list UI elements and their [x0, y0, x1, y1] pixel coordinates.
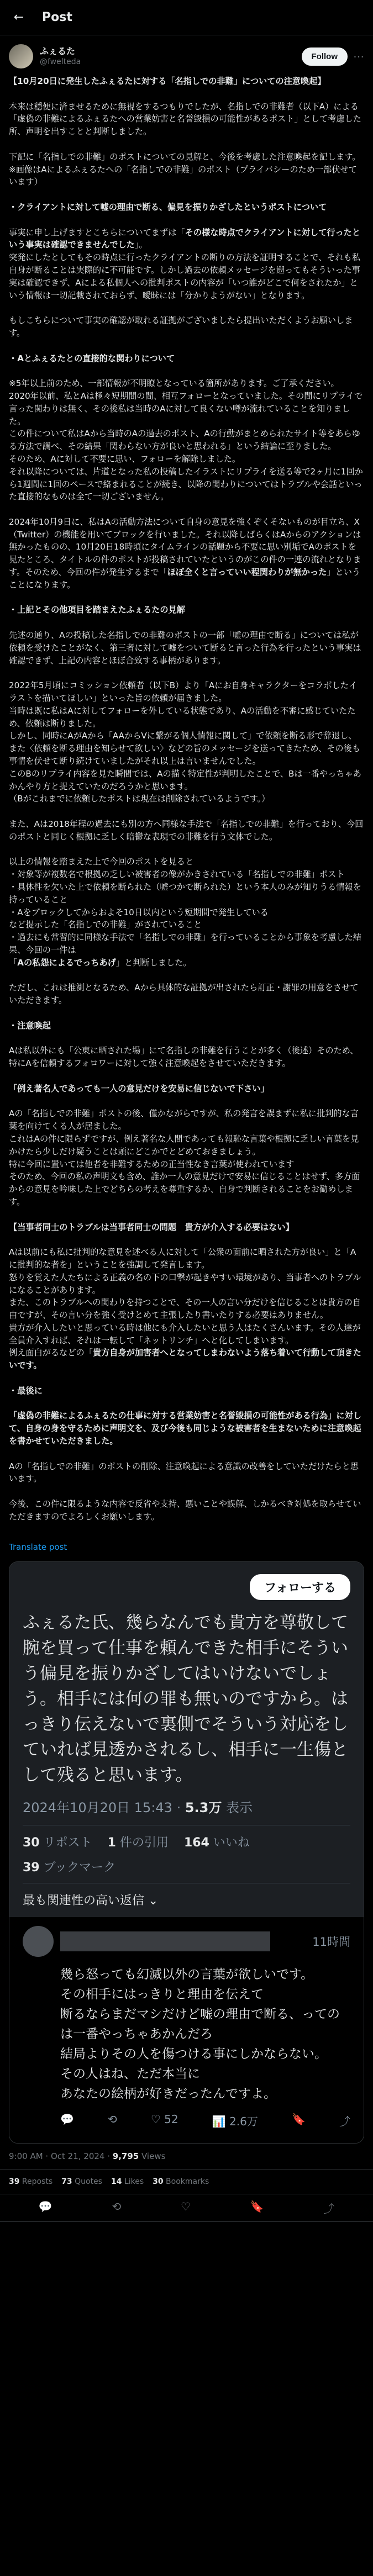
- post-paragraph: [9, 1044, 364, 1070]
- quoted-reply-bookmark-icon: 🔖: [291, 2113, 306, 2126]
- quoted-reply: [9, 1917, 364, 2143]
- post-paragraph-text: また、Aは2018年程の過去にも別の方へ同様な手法で「名指しでの非難」を行っており、今回のポストと同じく根拠に乏しく暗鬱な表現での非難を行う文体でした。: [9, 819, 364, 842]
- post-paragraph-text: 下記に「名指しでの非難」のポストについての見解と、今後を考慮した注意喚起を記します。 ※画像はAによるふぇるたへの「名指しでの非難」のポスト（プライバシーのため一部伏せています）: [9, 151, 361, 187]
- post-paragraph-text: 「虚偽の非難によるふぇるたの仕事に対する営業妨害と名誉毀損の可能性がある行為」に対して、自身の身を守るために声明文を、及び今後も同じような被害者を生まないために注意喚起を書かせていただきました。: [9, 1411, 361, 1447]
- post-paragraph-text: ・Aとふぇるたとの直接的な関わりについて: [9, 353, 175, 363]
- post-paragraph-segment: Aの私怨によるでっちあげ: [17, 957, 116, 968]
- quoted-reply-text: 幾ら怒っても幻滅以外の言葉が欲しいです。 その相手にはっきりと理由を伝えて 断るならまだマシだけど嘘の理由で断る、っての は一番やっちゃあかんだろ 結局よりその人を傷つける事にしかならない。 その人はね、ただ本当に あなたの絵柄が好きだったんですよ。: [60, 1967, 340, 2102]
- quoted-reply-views-icon: 📊 2.6万: [212, 2115, 258, 2129]
- post-views-label: Views: [139, 2151, 166, 2162]
- post-paragraph: [9, 1460, 364, 1486]
- attached-image[interactable]: [9, 1561, 364, 2144]
- post-paragraph: [9, 981, 364, 1007]
- author-meta: [40, 46, 302, 67]
- quoted-reply-time: 11時間: [312, 1935, 350, 1949]
- quoted-likes: [184, 1833, 250, 1850]
- post-paragraph-text: Aは私以外にも「公東に晒された場」にて名指しの非難を行うことが多く（後述）そのため、特にAを信頼するフォロワーに対して強く注意喚起をさせていただきます。: [9, 1046, 359, 1069]
- author-name[interactable]: ふぇるた: [40, 46, 76, 56]
- bookmarks-stat[interactable]: [153, 2177, 209, 2186]
- quoted-reply-actions: [60, 2113, 350, 2129]
- author-row: [0, 35, 373, 73]
- quoted-stats: [23, 1825, 350, 1875]
- post-paragraph-text: ・最後に: [9, 1385, 43, 1396]
- post-paragraph: [9, 377, 364, 503]
- quoted-views-label: 表示: [222, 1800, 253, 1816]
- post-paragraph: [9, 604, 364, 616]
- post-paragraph: [9, 1246, 364, 1372]
- post-paragraph-text: Aは以前にも私に批判的な意見を述べる人に対して「公衆の面前に晒された方が良い」と「Aに批判的な者を」ということを強調して発言します。 怒りを覚えた人たちによる正義の名の下の口撃が起きやすい環境があり、当事者へのトラブルになることがあります。 また、このトラブルへの関わりを持つことで、その一人の言い分だけを信じることは貴方の自由ですが、その言い分を強く受けとめて主張したり書いたりする必要はありません。 貴方が介入したいと思っている時は他にも介入したいと思う人はたくさんいます。その人達が全員介入すれば、それは一転して「ネットリンチ」へと化してしまいます。 例え面白がるなどの「: [9, 1247, 361, 1358]
- post-paragraph: [9, 818, 364, 843]
- quoted-reply-header: [23, 1926, 350, 1957]
- post-paragraph: [9, 314, 364, 340]
- quoted-header: [23, 1574, 350, 1600]
- post-paragraph-text: 今後、この件に限るような内容で反省や支持、悪いことや誤解、しかるべき対処を取らせていただきますのでよろしくお願いします。: [9, 1499, 361, 1522]
- post-paragraph-text: 2024年10月9日に、私はAの活動方法について自身の意見を強くぞくそないものが目立ち、X（Twitter）の機能を用いてブロックを行いました。それ以降しばらくはAからのアクションは無かったものの、10月20日18時頃にタイムラインの話題から不要に思い別垢でAのポストを見たところ、タイトルの件のポストが投稿されていたというのがこの件の一連の流れとなります。そのため、今回の件が発生するまで「: [9, 516, 361, 578]
- likes-count: 14: [111, 2177, 122, 2187]
- post-paragraph: [9, 1385, 364, 1397]
- author-handle[interactable]: @fwelteda: [40, 57, 81, 66]
- post-stats: [0, 2169, 373, 2194]
- reposts-count: 39: [9, 2177, 20, 2187]
- post-paragraph: [9, 1083, 364, 1095]
- post-paragraph-text: 以上の情報を踏まえた上で今回のポストを見ると ・対象等が複数名で根拠の乏しい被害者の像がかきされている「名指しでの非難」ポスト ・具体性を欠いた上で依頼を断られた（嘘つかで断られた）という本人のみが知りうる情報を持っていること ・Aをブロックしてからおよそ10日以内という短期間で発生している など提示した「名指しでの非難」がされていること ・過去にも常習的に同様な手法で「名指しでの非難」を行っていることから事象を考慮した結果、今回の一件は 「: [9, 857, 361, 968]
- post-paragraph-text: Aの「名指しでの非難」ポストの後、僅かながらですが、私の発言を誤まずに私に批判的な言葉を向けてくる人が居ました。 これはAの件に限らずですが、例え著名な人間であっても報恥な言葉や根拠に乏しい言葉を見かけたら少しだけ疑うことは頭にどこかでとどめておきましょう。 特に今回に置いては他者を非難するための正当性なき言葉が使われています そのため、今回の私の声明文も含め、誰か一人の意見だけで安易に信じることはせず、多方面からの意見を吟味した上でどちらの考えを尊重するか、自身で判断されることをお勧めします。: [9, 1108, 360, 1207]
- redacted-avatar: [23, 1926, 54, 1957]
- page-title: Post: [42, 10, 72, 24]
- post-views: 9,795: [112, 2151, 139, 2162]
- quoted-quotes-label: 件の引用: [115, 1836, 169, 1850]
- quoted-related-replies: 最も関連性の高い返信 ⌄: [23, 1883, 350, 1908]
- quoted-bookmarks-label: ブックマーク: [39, 1861, 116, 1875]
- post-paragraph-text: 先述の通り、Aの投稿した名指しでの非難のポストの一部「嘘の理由で断る」については私が依頼を受けたことがなく、第三者に対して嘘をついて断ると言った行為を行ったという事実は確認できず、上記の内容とほぼ合致する事柄があります。: [9, 630, 361, 666]
- post-paragraph-text: ※5年以上前のため、一部情報が不明瞭となっている箇所があります。ご了承ください。 2020年以前、私とAは極々短期間の間、相互フォローとなっていました。その間にリプライで言った関わりは無く、その後私は当時のAに対して良くない噂が流れていることを知りました。 この件について私はAから当時のAの過去のポスト、Aの行動がまとめられたサイト等をあらゆる方法で調べ、その結果「関わらない方が良いと思われる」という結論に至りました。 そのため、Aに対して不要に思い、フォローを解除しました。 それ以降については、片道となった私の投稿したイラストにリプライを送る等で2ヶ月に1回から1週間に1回のペースで絡まれることが続き、以降の関わりについてはトラブルや会話といった直接的なものは全て一切ございません。: [9, 378, 363, 502]
- post-paragraph-text: ただし、これは推測となるため、Aから具体的な証拠が出されたら訂正・謝罪の用意をさせていただきます。: [9, 983, 359, 1006]
- share-icon[interactable]: ⤴: [323, 2202, 335, 2216]
- post-meta: [0, 2144, 373, 2169]
- post-timestamp[interactable]: 9:00 AM · Oct 21, 2024 ·: [9, 2151, 113, 2162]
- post-paragraph: [9, 1498, 364, 1523]
- quoted-quotes-count: 1: [107, 1836, 116, 1850]
- quoted-reposts-label: リポスト: [39, 1836, 92, 1850]
- post-paragraph: [9, 101, 364, 138]
- quoted-bookmarks-count: 39: [23, 1861, 40, 1875]
- post-paragraph-text: ・注意喚起: [9, 1020, 51, 1031]
- likes-stat[interactable]: [111, 2177, 144, 2186]
- quotes-label: Quotes: [72, 2177, 102, 2187]
- avatar[interactable]: [9, 44, 33, 68]
- bookmarks-label: Bookmarks: [163, 2177, 209, 2187]
- post-paragraph: [9, 629, 364, 667]
- post-paragraph-segment: 」ということになります。: [9, 567, 361, 590]
- post-paragraph-text: もしこちらについて事実の確認が取れる証拠がございましたら提出いただくようお願いします。: [9, 315, 353, 338]
- quoted-likes-label: いいね: [209, 1836, 250, 1850]
- quoted-text: ふぇるた氏、幾らなんでも貴方を尊敬して腕を買って仕事を頼んできた相手にそういう偏見を振りかざしてはいけないでしょう。相手には何の罪も無いのですから。はっきり伝えないで裏側でそういう対応をしていれば見透かされるし、相手に一生傷として残ると思います。: [23, 1613, 348, 1786]
- post-paragraph-text: ・クライアントに対して嘘の理由で断る、偏見を振りかざしたというポストについて: [9, 202, 327, 212]
- bookmark-icon[interactable]: 🔖: [250, 2200, 264, 2214]
- post-paragraph-text: 事実に申し上げますとこちらについてまずは「: [9, 227, 185, 237]
- like-icon[interactable]: ♡: [180, 2200, 191, 2214]
- quoted-views: 5.3万: [185, 1800, 222, 1816]
- page-bottom: [0, 2222, 373, 2332]
- bookmarks-count: 30: [153, 2177, 164, 2187]
- quoted-reposts-count: 30: [23, 1836, 40, 1850]
- likes-label: Likes: [122, 2177, 144, 2187]
- post-paragraph-segment: 突発にしたとしてもその時点に行ったクライアントの断りの方法を証明することで、それも私自身が断ることは実際的に不可能です。しかし過去の依頼メッセージを遡ってもそういった事実は確認できず、Aによる私個人への批判ポストの内容が「いつ誰がどこで何をされたか」という情報は一切記載されておらず、曖昧には「分かりようがない」となります。: [9, 252, 361, 300]
- quoted-bookmarks-row: [23, 1858, 350, 1875]
- repost-icon[interactable]: ⟲: [112, 2200, 122, 2214]
- redacted-name: [60, 1931, 270, 1951]
- post-paragraph-segment: 」と判断しました。: [115, 957, 192, 968]
- quoted-follow-button: フォローする: [250, 1574, 350, 1600]
- post-paragraph: [9, 679, 364, 805]
- post-paragraph: [9, 1221, 364, 1234]
- quoted-time-text: 2024年10月20日 15:43 ·: [23, 1800, 185, 1816]
- post-text: [0, 73, 373, 1523]
- post-paragraph-text: 本来は穏便に済ませるために無視をするつもりでしたが、名指しでの非難者（以下A）による「虚偽の非難によるふぇるたへの営業妨害と名誉毀損の可能性があるポスト」として考慮した所、声明を出すことと判断しました。: [9, 101, 361, 137]
- action-bar: [0, 2194, 373, 2222]
- post-paragraph: [9, 75, 364, 88]
- reposts-label: Reposts: [19, 2177, 53, 2187]
- translate-link[interactable]: Translate post: [9, 1542, 67, 1553]
- post-paragraph: [9, 856, 364, 969]
- post-paragraph-segment: ほぼ全くと言っていい程関わりが無かった: [167, 567, 327, 578]
- translate-row: [0, 1535, 373, 1554]
- quoted-reply-like-icon: ♡ 52: [150, 2113, 178, 2126]
- post-paragraph-text: Aの「名指しでの非難」のポストの削除、注意喚起による意識の改善をしていただけたらと思います。: [9, 1461, 359, 1484]
- quotes-stat[interactable]: [61, 2177, 102, 2186]
- post-paragraph: [9, 1020, 364, 1032]
- post-paragraph-text: 「例え著名人であっても一人の意見だけを安易に信じないで下さい」: [9, 1083, 269, 1094]
- quoted-timestamp: [23, 1797, 350, 1816]
- quoted-likes-count: 164: [183, 1836, 209, 1850]
- quoted-quotes: [108, 1833, 169, 1850]
- quoted-reply-repost-icon: ⟲: [108, 2113, 117, 2126]
- post-paragraph-text: 【当事者同士のトラブルは当事者同士の問題 貴方が介入する必要はない】: [9, 1222, 294, 1232]
- post-paragraph: [9, 201, 364, 214]
- post-paragraph: [9, 352, 364, 365]
- post-paragraph: [9, 1107, 364, 1208]
- top-bar: [0, 0, 373, 35]
- post-paragraph: [9, 151, 364, 188]
- post-paragraph-segment: 」。: [134, 240, 148, 250]
- post-paragraph-segment: その様な時点でクライアントに対して行ったという事実は確認できませんでした: [9, 227, 361, 250]
- quoted-stats-row: [23, 1833, 350, 1850]
- quoted-reply-share-icon: ⤴: [339, 2115, 350, 2129]
- more-options-icon[interactable]: ⋯: [353, 50, 364, 63]
- post-paragraph-segment: 貴方自身が加害者へとなってしまわないよう落ち着いて行動して頂きたいです。: [9, 1348, 361, 1371]
- quoted-tweet-screenshot: [9, 1562, 364, 1917]
- post-paragraph-text: 【10月20日に発生したふぇるたに対する「名指しでの非難」についての注意喚起】: [9, 76, 326, 86]
- quoted-bookmarks: [23, 1858, 115, 1875]
- quotes-count: 73: [61, 2177, 72, 2187]
- quoted-reply-comment-icon: 💬: [60, 2113, 74, 2126]
- reposts-stat[interactable]: [9, 2177, 52, 2186]
- post-paragraph: [9, 516, 364, 592]
- post-paragraph-text: 2022年5月頃にコミッション依頼者（以下B）より「Aにお自身キャラクターをコラボしたイラストを描いてほしい」といった旨の依頼が届きました。 当時は既に私はAに対してフォローを外している状態であり、Aの活動を不審に感じていたため、依頼は断りました。 しかし、同時にAがAから「AAからVに繋がる個人情報に関して」で依頼を断る形で辞退し、また〈依頼を断る理由を知らせて欲しい〉などの旨のメッセージを送ってきたため、その後も事情を伏せて断り続けていましたがそれ以上は言いませんでした。 このBのリプライ内容を見た瞬間では、Aの描く特定性が判明したことで、Bは一番やっちゃあかんやり方と捉えていたのだろうかと思います。 （Bがこれまでに依頼したポストは現在は削除されているようです。）: [9, 680, 361, 804]
- follow-button[interactable]: Follow: [302, 47, 348, 66]
- reply-icon[interactable]: 💬: [38, 2200, 52, 2214]
- post-paragraph: [9, 1410, 364, 1447]
- post-paragraph: [9, 226, 364, 302]
- post-paragraph-text: ・上記とその他項目を踏まえたふぇるたの見解: [9, 605, 185, 615]
- quoted-reposts: [23, 1833, 92, 1850]
- back-arrow-icon[interactable]: ←: [13, 10, 24, 24]
